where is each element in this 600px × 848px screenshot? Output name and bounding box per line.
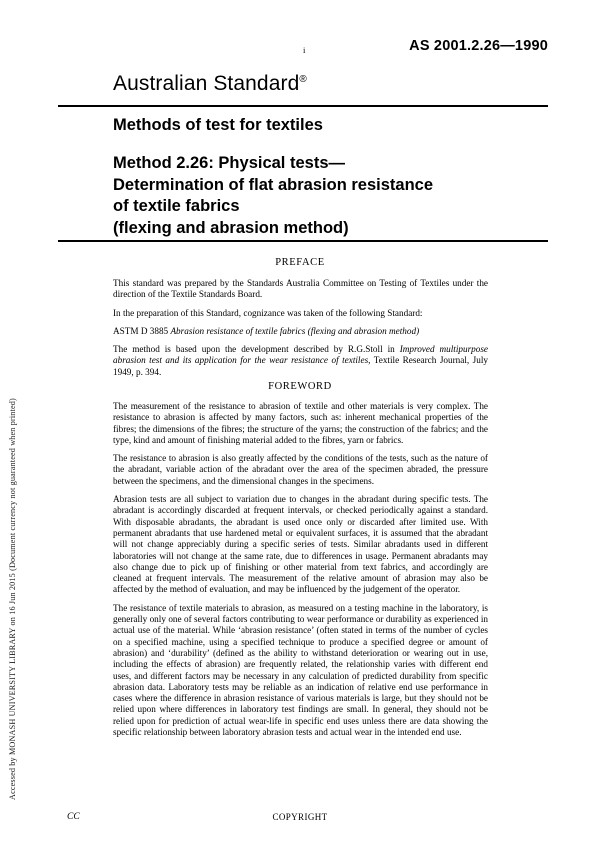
page-title: Methods of test for textiles: [113, 116, 323, 134]
stoll-title-italic: Improved multipurpose abrasion test and its application for the wear resistance of textiles,: [113, 344, 488, 366]
footer-left-mark: CC: [67, 812, 80, 822]
method-title-line-1: Method 2.26: Physical tests—: [113, 154, 345, 172]
footer-copyright: COPYRIGHT: [272, 812, 328, 822]
foreword-body: [113, 401, 488, 738]
preface-heading: PREFACE: [275, 257, 325, 268]
publisher-title: [113, 72, 307, 96]
preface-body: [113, 278, 488, 378]
foreword-paragraph: The measurement of the resistance to abrasion of textile and other materials is very complex. The resistance to abrasion is affected by many factors, such as: inherent mechanical properties of the fibres; the dimensions of the fibres; the structure of the yarns; the construction of the fabrics; and the type, kind and amount of finishing material added to the fibres, yarn or fabrics.: [113, 401, 488, 445]
registered-trademark-icon: ®: [299, 74, 307, 85]
preface-paragraph-astm: ASTM D 3885 Abrasion resistance of textile fabrics (flexing and abrasion method): [113, 325, 420, 336]
divider-bottom: [58, 240, 548, 242]
method-title-line-3: of textile fabrics: [113, 197, 240, 215]
page-number: i: [303, 45, 306, 55]
standard-code: AS 2001.2.26—1990: [409, 38, 548, 54]
document-title-block: [113, 115, 548, 239]
foreword-paragraph: The resistance to abrasion is also greatly affected by the conditions of the tests, such as the nature of the abradant, variable action of the abradant over the area of the specimen abraded, the pressure between the specimens, and the dimensional changes in the specimens.: [113, 453, 488, 486]
method-title-line-2: Determination of flat abrasion resistance: [113, 175, 434, 194]
foreword-paragraph: The resistance of textile materials to abrasion, as measured on a testing machine in the laboratory, is generally only one of several factors contributing to wear performance or durability as experienced in actual use of the material. While ‘abrasion resistance’ (often stated in terms of the number of cycles on a specified machine, using a specified technique to produce a specified degree or amount of abrasion) and ‘durability’ (defined as the ability to withstand deterioration or wearing out in use, including the effects of abrasion) are frequently related, the relationship varies with different end uses, and different factors may be necessary in any calculation of predicted durability from specific abrasion data. Laboratory tests may be reliable as an indication of relative end use performance in cases where the difference in abrasion resistance of various materials is large, but they should not be relied upon where differences in laboratory test findings are small. In general, they should not be relied upon for prediction of actual wear-life in specific end uses unless there are data showing the specific relationship between laboratory abrasion tests and actual wear in the intended end use.: [113, 602, 488, 738]
astm-title-italic: Abrasion resistance of textile fabrics (flexing and abrasion method): [170, 325, 420, 336]
foreword-heading: FOREWORD: [268, 381, 332, 392]
preface-paragraph: In the preparation of this Standard, cognizance was taken of the following Standard:: [113, 307, 423, 318]
publisher-name: Australian Standard: [113, 72, 300, 95]
method-title: [113, 153, 548, 239]
library-access-stamp: Accessed by MONASH UNIVERSITY LIBRARY on 16 Jun 2015 (Document currency not guaranteed when printed): [8, 398, 17, 800]
divider-top: [58, 105, 548, 107]
preface-paragraph-stoll: The method is based upon the development described by R.G.Stoll in Improved multipurpose abrasion test and its application for the wear resistance of textiles, Textile Research Journal, July 1949, p. 394.: [113, 344, 488, 377]
foreword-paragraph: Abrasion tests are all subject to variation due to changes in the abradant during specific tests. The abradant is accordingly discarded at frequent intervals, or checked periodically against a standard. With disposable abradants, the abradant is used once only or discarded after limited use. With permanent abradants that use hardened metal or equivalent surfaces, it is assumed that the abradant will not change appreciably during a specific series of tests. Similar abradants used in different laboratories will not change at the same rate, due to differences in usage. Permanent abradants may also change due to pick up of finishing or other material from text fabrics, and accordingly are cleaned at frequent intervals. The measurement of the relative amount of abrasion may also be affected by the method of evaluation, and may be influenced by the judgement of the operator.: [113, 494, 488, 595]
method-title-line-4: (flexing and abrasion method): [113, 218, 349, 237]
preface-paragraph: This standard was prepared by the Standards Australia Committee on Testing of Textiles under the direction of the Textile Standards Board.: [113, 278, 488, 300]
page-header: [58, 38, 548, 62]
